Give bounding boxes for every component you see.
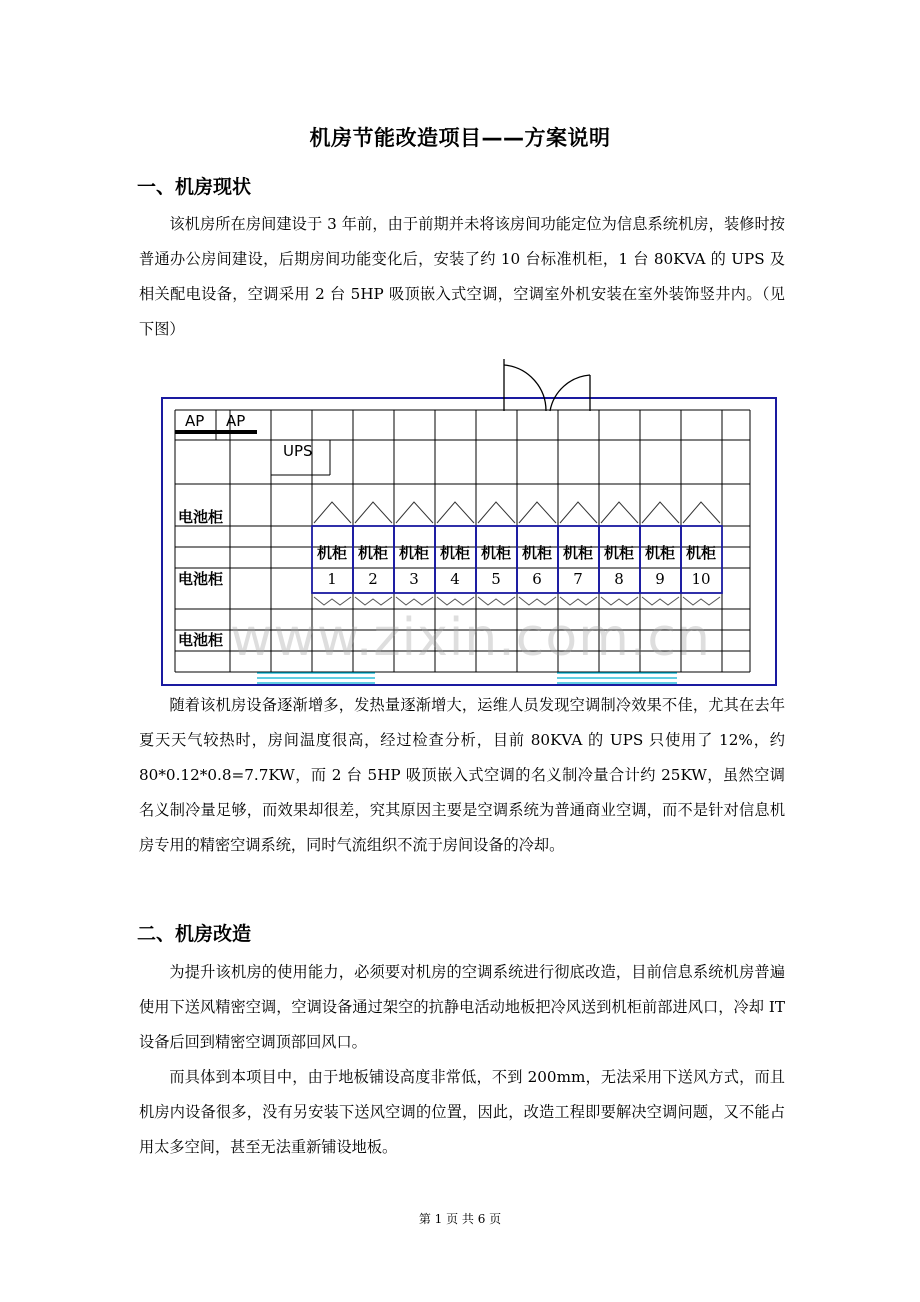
cabinet-label: 机柜 — [603, 544, 635, 562]
cabinet-7 — [558, 502, 599, 605]
window-markers — [257, 673, 677, 683]
airflow-icon — [355, 502, 392, 523]
cabinet-2 — [353, 502, 394, 605]
airflow-icon — [683, 502, 720, 523]
cabinet-10 — [681, 502, 722, 605]
ap-power-bar — [175, 430, 257, 434]
cabinet-number: 6 — [532, 570, 542, 588]
airflow-icon — [478, 502, 515, 523]
vent-icon — [396, 597, 433, 605]
cabinet-number: 9 — [655, 570, 665, 588]
airflow-icon — [396, 502, 433, 523]
vent-icon — [683, 597, 720, 605]
cabinet-label: 机柜 — [357, 544, 389, 562]
cabinet-number: 8 — [614, 570, 624, 588]
cabinet-label: 机柜 — [685, 544, 717, 562]
vent-icon — [314, 597, 351, 605]
paragraph-4: 而具体到本项目中，由于地板铺设高度非常低，不到 200mm，无法采用下送风方式，而且机房内设备很多，没有另安装下送风空调的位置，因此，改造工程即要解决空调问题，又不能占用太多空间，甚至无法重新铺设地板。 — [139, 1068, 785, 1156]
section-heading-1: 一、机房现状 — [137, 176, 252, 198]
cabinet-number: 10 — [691, 570, 711, 588]
airflow-icon — [437, 502, 474, 523]
vent-icon — [478, 597, 515, 605]
cabinet-label: 机柜 — [562, 544, 594, 562]
cabinet-label: 机柜 — [644, 544, 676, 562]
vent-icon — [519, 597, 556, 605]
cabinet-number: 4 — [450, 570, 460, 588]
paragraph-2: 随着该机房设备逐渐增多，发热量逐渐增大，运维人员发现空调制冷效果不佳，尤其在去年夏天天气较热时，房间温度很高，经过检查分析，目前 80KVA 的 UPS 只使用了 12%，约 80*0.12*0.8=7.7KW，而 2 台 5HP 吸顶嵌入式空调的名义制冷量合计约 25KW，虽然空调名义制冷量足够，而效果却很差，究其原因主要是空调系统为普通商业空调，而不是针对信息机房专用的精密空调系统，同时气流组织不流于房间设备的冷却。 — [139, 696, 785, 854]
ap-label-1: AP — [185, 412, 205, 430]
airflow-icon — [601, 502, 638, 523]
cabinet-label: 机柜 — [480, 544, 512, 562]
cabinet-number: 7 — [573, 570, 583, 588]
cabinet-4 — [435, 502, 476, 605]
section-heading-2: 二、机房改造 — [137, 923, 252, 945]
cabinet-label: 机柜 — [439, 544, 471, 562]
cabinet-label: 机柜 — [521, 544, 553, 562]
vent-icon — [642, 597, 679, 605]
battery-label-1: 电池柜 — [178, 508, 224, 526]
vent-icon — [601, 597, 638, 605]
cabinet-number: 3 — [409, 570, 419, 588]
battery-label-3: 电池柜 — [178, 631, 224, 649]
cabinet-number: 5 — [491, 570, 501, 588]
vent-icon — [355, 597, 392, 605]
battery-label-2: 电池柜 — [178, 570, 224, 588]
airflow-icon — [519, 502, 556, 523]
cabinet-9 — [640, 502, 681, 605]
cabinet-8 — [599, 502, 640, 605]
door-icon — [504, 359, 590, 411]
paragraph-3: 为提升该机房的使用能力，必须要对机房的空调系统进行彻底改造，目前信息系统机房普遍使用下送风精密空调，空调设备通过架空的抗静电活动地板把冷风送到机柜前部进风口，冷却 IT 设备后回到精密空调顶部回风口。 — [139, 963, 785, 1051]
cabinet-6 — [517, 502, 558, 605]
cabinet-number: 1 — [327, 570, 337, 588]
cabinet-3 — [394, 502, 435, 605]
page-footer: 第 1 页 共 6 页 — [418, 1212, 502, 1226]
vent-icon — [437, 597, 474, 605]
airflow-icon — [560, 502, 597, 523]
paragraph-1: 该机房所在房间建设于 3 年前，由于前期并未将该房间功能定位为信息系统机房，装修时按普通办公房间建设，后期房间功能变化后，安装了约 10 台标准机柜，1 台 80KVA 的 UPS 及相关配电设备，空调采用 2 台 5HP 吸顶嵌入式空调，空调室外机安装在室外装饰竖井内。（见下图） — [139, 215, 785, 338]
cabinet-label: 机柜 — [316, 544, 348, 562]
ups-label: UPS — [283, 442, 313, 460]
airflow-icon — [642, 502, 679, 523]
cabinet-5 — [476, 502, 517, 605]
document-title: 机房节能改造项目——方案说明 — [309, 126, 611, 150]
watermark: www.zixin.com.cn — [230, 608, 711, 668]
vent-icon — [560, 597, 597, 605]
airflow-icon — [314, 502, 351, 523]
cabinet-label: 机柜 — [398, 544, 430, 562]
ap-label-2: AP — [226, 412, 246, 430]
cabinet-number: 2 — [368, 570, 378, 588]
cabinet-1 — [312, 502, 353, 605]
